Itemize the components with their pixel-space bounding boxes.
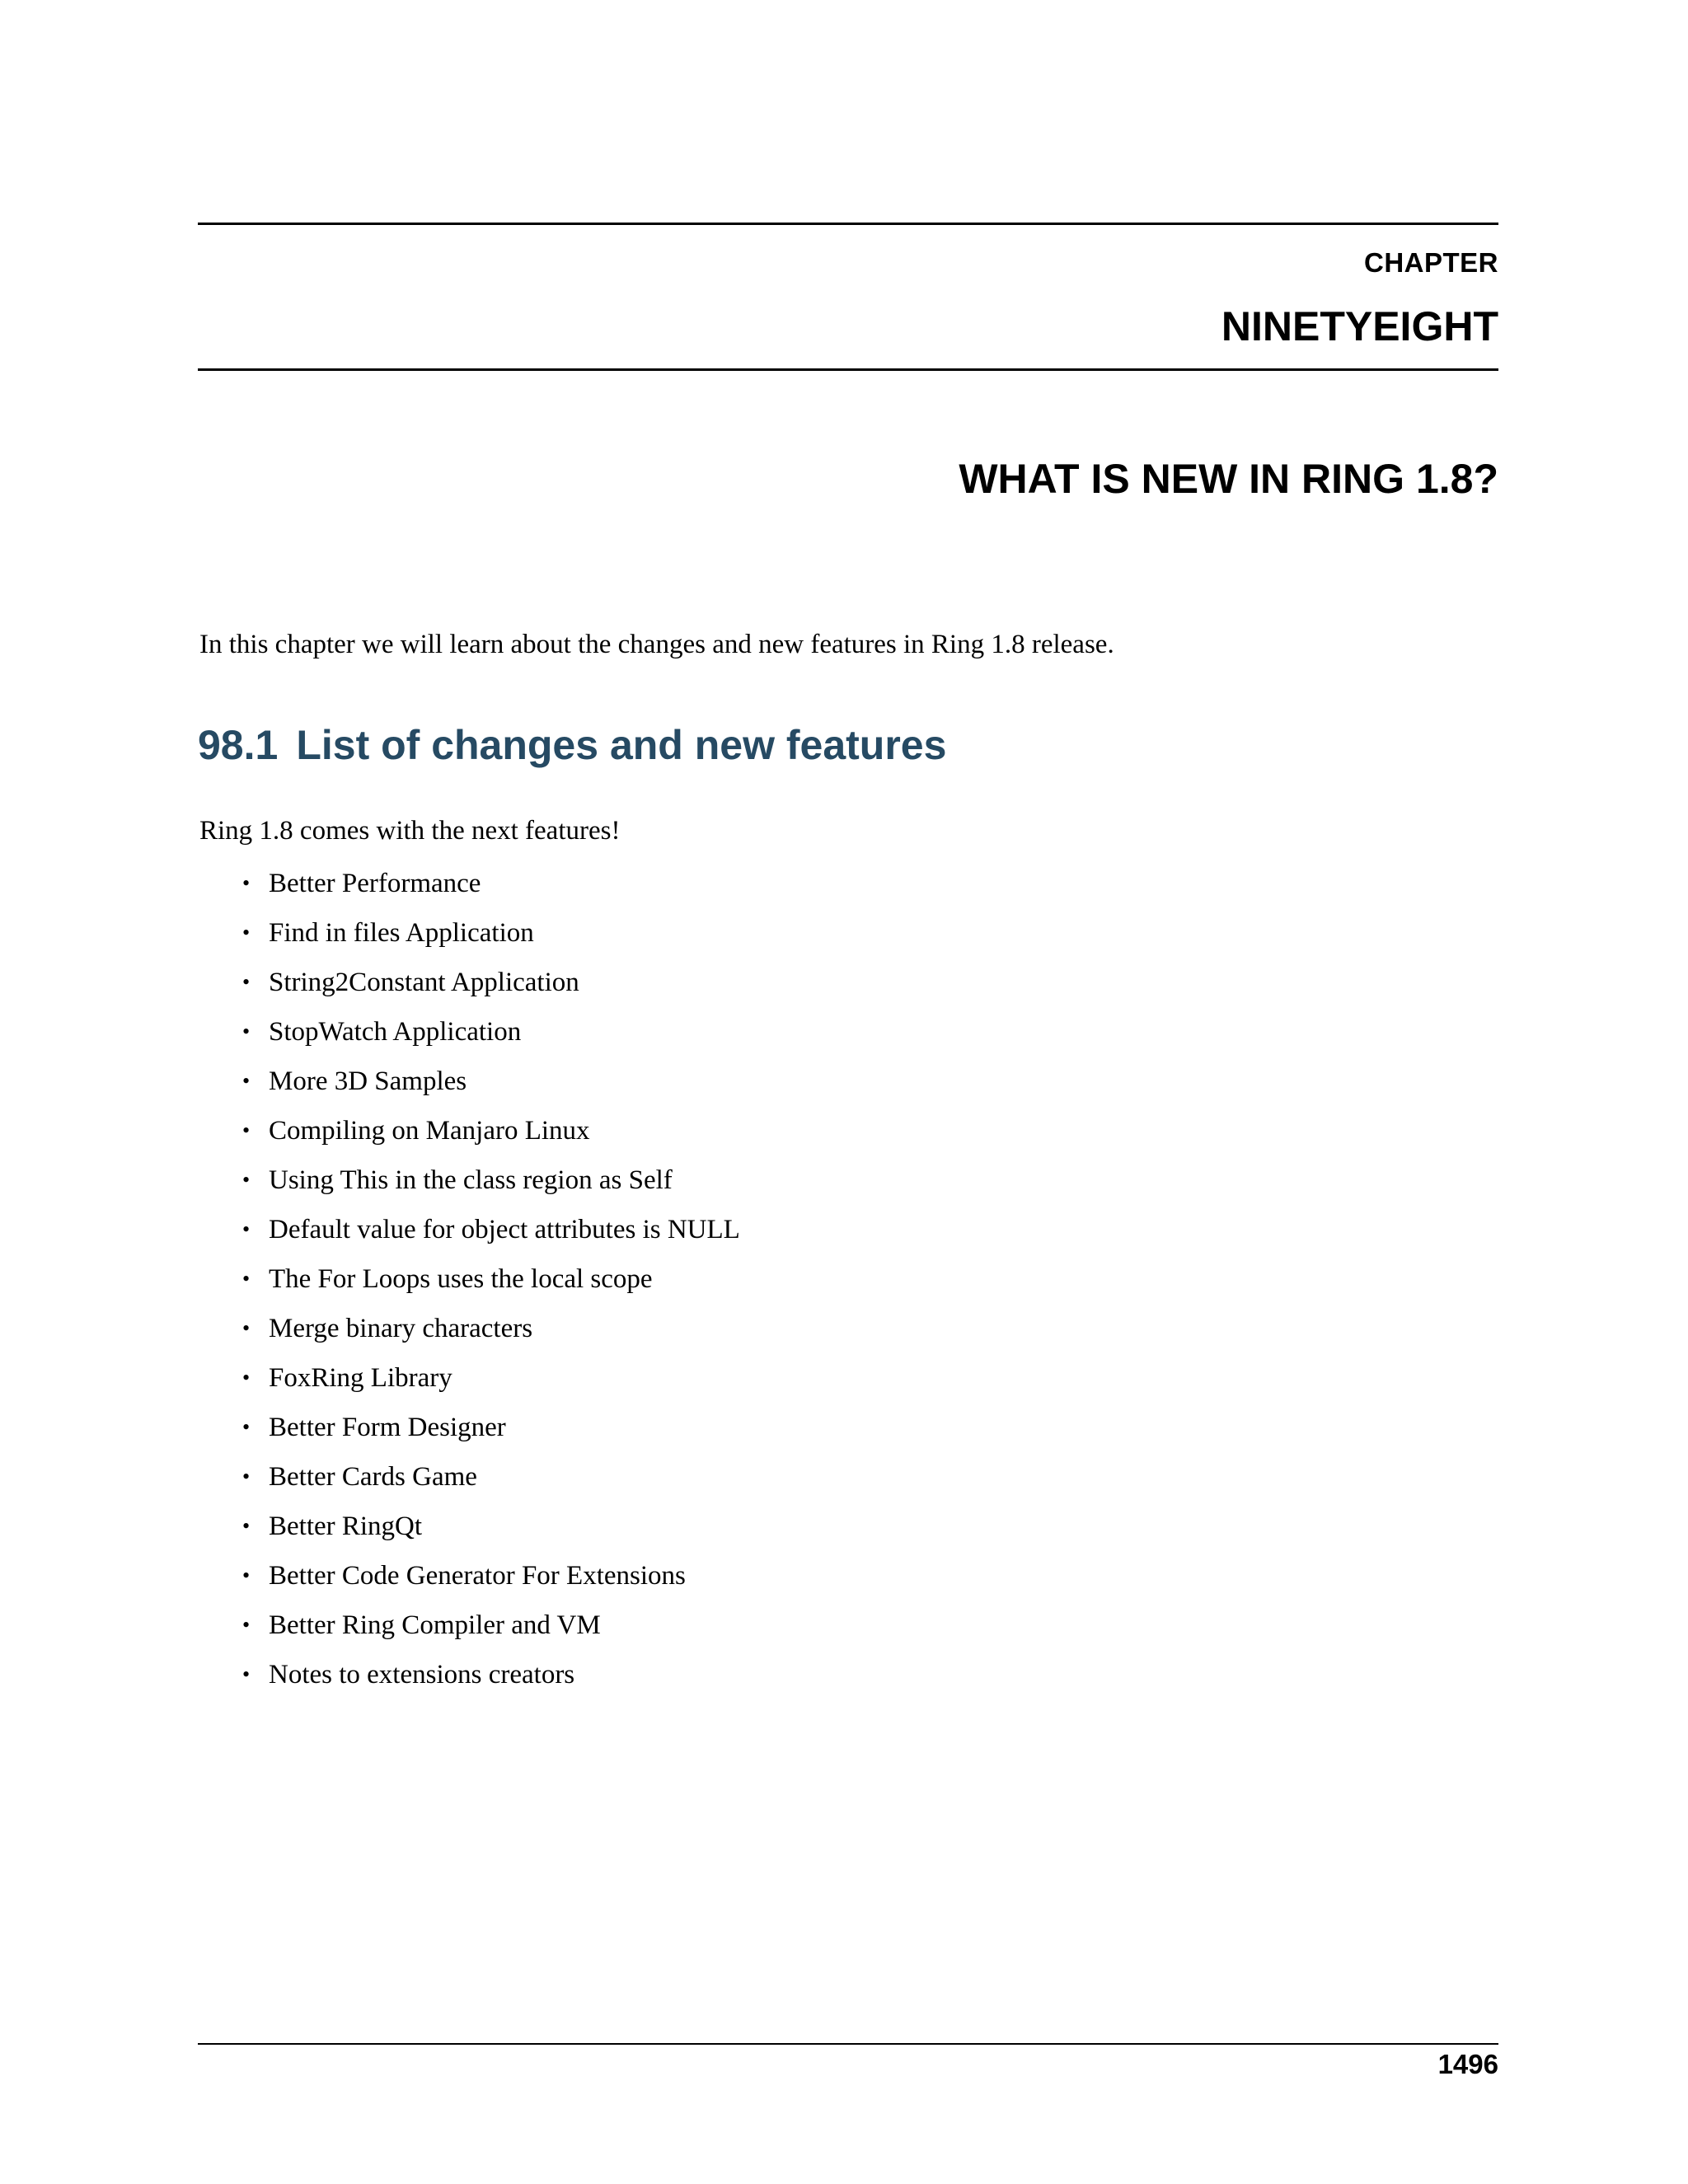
section-title: List of changes and new features (296, 722, 947, 768)
list-item (242, 1403, 740, 1452)
list-item (242, 1155, 740, 1205)
list-item-text: Better Cards Game (269, 1462, 477, 1492)
list-item-text: Default value for object attributes is NULL (269, 1215, 740, 1244)
bullet-icon: • (242, 970, 251, 994)
list-item (242, 1304, 740, 1353)
bullet-icon: • (242, 1069, 251, 1093)
bullet-icon: • (242, 1019, 251, 1043)
bullet-icon: • (242, 921, 251, 944)
list-item-text: Better RingQt (269, 1511, 423, 1541)
bullet-icon: • (242, 1613, 251, 1637)
list-item (242, 1452, 740, 1502)
feature-list (242, 859, 740, 1699)
chapter-title: WHAT IS NEW IN RING 1.8? (959, 456, 1498, 502)
list-item (242, 1254, 740, 1304)
list-item (242, 908, 740, 958)
list-item-text: Find in files Application (269, 918, 534, 948)
bullet-icon: • (242, 1514, 251, 1538)
list-item-text: Merge binary characters (269, 1314, 533, 1343)
list-item (242, 1057, 740, 1106)
list-item-text: StopWatch Application (269, 1017, 522, 1047)
bullet-icon: • (242, 1415, 251, 1439)
list-item (242, 859, 740, 908)
bullet-icon: • (242, 1563, 251, 1587)
list-item (242, 1601, 740, 1650)
bullet-icon: • (242, 1267, 251, 1291)
list-item-text: More 3D Samples (269, 1066, 467, 1096)
list-item-text: Better Form Designer (269, 1413, 506, 1442)
bullet-icon: • (242, 1168, 251, 1192)
list-item (242, 1353, 740, 1403)
bullet-icon: • (242, 871, 251, 895)
list-item (242, 1551, 740, 1601)
section-number: 98.1 (198, 722, 279, 768)
list-item (242, 1205, 740, 1254)
bullet-icon: • (242, 1366, 251, 1390)
list-item-text: Better Ring Compiler and VM (269, 1610, 601, 1640)
bullet-icon: • (242, 1465, 251, 1488)
intro-paragraph: In this chapter we will learn about the changes and new features in Ring 1.8 release. (199, 630, 1114, 659)
section-lead: Ring 1.8 comes with the next features! (199, 816, 621, 846)
bullet-icon: • (242, 1118, 251, 1142)
list-item-text: The For Loops uses the local scope (269, 1264, 653, 1294)
footer-rule (198, 2043, 1498, 2045)
chapter-bottom-rule (198, 368, 1498, 371)
bullet-icon: • (242, 1662, 251, 1686)
list-item-text: Better Performance (269, 869, 481, 898)
list-item (242, 1650, 740, 1699)
list-item-text: Notes to extensions creators (269, 1660, 575, 1690)
list-item-text: Compiling on Manjaro Linux (269, 1116, 590, 1146)
section-heading (198, 721, 946, 769)
list-item-text: FoxRing Library (269, 1363, 452, 1393)
page-number: 1496 (1437, 2049, 1498, 2079)
chapter-number: NINETYEIGHT (1221, 303, 1498, 349)
list-item (242, 1502, 740, 1551)
chapter-label: CHAPTER (1363, 247, 1498, 278)
list-item (242, 1007, 740, 1057)
bullet-icon: • (242, 1316, 251, 1340)
list-item-text: Using This in the class region as Self (269, 1165, 673, 1195)
list-item-text: Better Code Generator For Extensions (269, 1561, 686, 1591)
list-item-text: String2Constant Application (269, 968, 579, 997)
chapter-top-rule (198, 223, 1498, 225)
bullet-icon: • (242, 1217, 251, 1241)
list-item (242, 958, 740, 1007)
list-item (242, 1106, 740, 1155)
